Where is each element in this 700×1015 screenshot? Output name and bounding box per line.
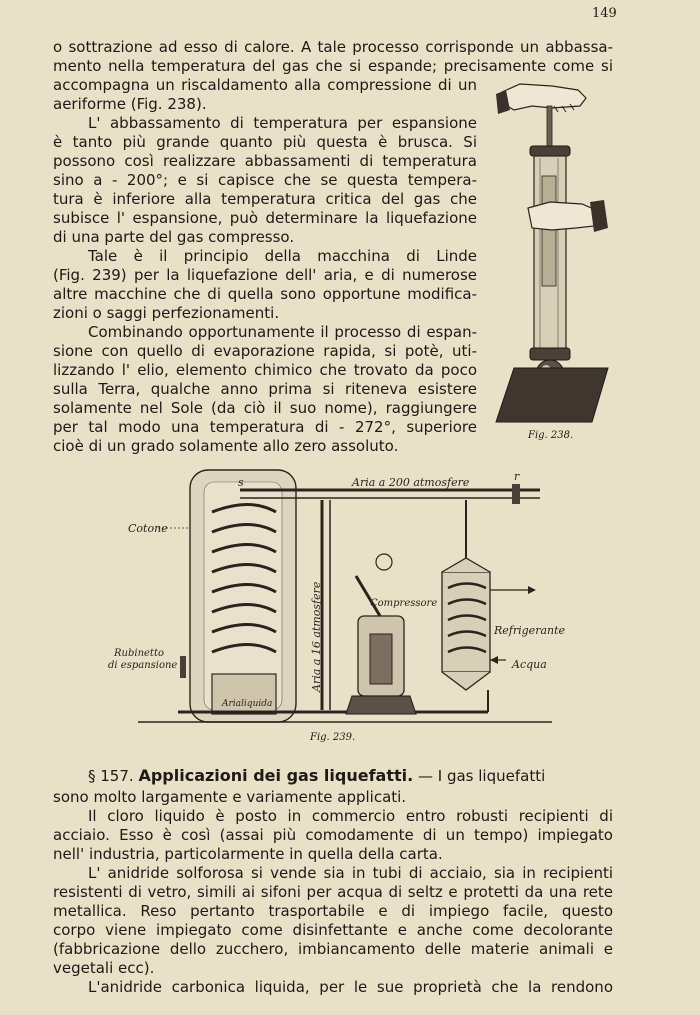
text-line: sono molto largamente e variamente applicati. — [53, 788, 407, 806]
figure-239-linde-machine — [108, 466, 568, 743]
text-line: vegetali ecc). — [53, 959, 155, 977]
label-arialiquida: Arialiquida — [222, 699, 273, 709]
label-acqua: Acqua — [512, 658, 547, 671]
text-line: possono così realizzare abbassamenti di temperatura — [53, 152, 477, 170]
label-cotone: Cotone — [128, 522, 168, 535]
text-line: Tale è il principio della macchina di Linde — [88, 247, 477, 265]
figure-239-caption: Fig. 239. — [310, 732, 356, 743]
label-aria-16: Aria a 16 atmosfere — [310, 581, 323, 692]
text-line: (Fig. 239) per la liquefazione dell' aria, e di numerose — [53, 266, 477, 284]
text-line: altre macchine che di quella sono opportune modifica- — [53, 285, 477, 303]
text-line: sione con quello di evaporazione rapida, si potè, uti- — [53, 342, 477, 360]
text-line: o sottrazione ad esso di calore. A tale processo corrisponde un abbassa- — [53, 38, 613, 56]
section-title: Applicazioni dei gas liquefatti. — [138, 766, 414, 785]
text-line: di una parte del gas compresso. — [53, 228, 295, 246]
text-line: subisce l' espansione, può determinare la liquefazione — [53, 209, 477, 227]
text-line: sulla Terra, qualche anno prima si riteneva esistere — [53, 380, 477, 398]
text-line: solamente nel Sole (da ciò il suo nome), raggiungere — [53, 399, 477, 417]
figure-238-pump — [492, 76, 612, 441]
text-line: accompagna un riscaldamento alla compressione di un — [53, 76, 477, 94]
text-line: metallica. Reso pertanto trasportabile e di impiego facile, questo — [53, 902, 613, 920]
label-s: s — [238, 476, 244, 489]
section-lead: — I gas liquefatti — [418, 767, 546, 785]
lower-hand-icon — [528, 200, 608, 232]
section-number: § 157. — [88, 767, 134, 785]
text-line: Combinando opportunamente il processo di espan- — [88, 323, 477, 341]
text-line: mento nella temperatura del gas che si espande; precisamente come si — [53, 57, 613, 75]
compressor-lever — [356, 576, 380, 616]
text-line: (fabbricazione dello zucchero, imbiancamento delle materie animali e — [53, 940, 613, 958]
text-line: acciaio. Esso è così (assai più comodamente di un tempo) impiegato — [53, 826, 613, 844]
text-line: L' abbassamento di temperatura per espansione — [88, 114, 477, 132]
cylinder-base — [530, 348, 570, 360]
cylinder-cap — [530, 146, 570, 156]
label-rubinetto: Rubinetto — [114, 648, 164, 659]
text-line: L'anidride carbonica liquida, per le sue proprietà che la rendono — [88, 978, 613, 996]
figure-238-caption: Fig. 238. — [528, 430, 574, 441]
text-line: tura è inferiore alla temperatura critica del gas che — [53, 190, 477, 208]
text-line: aeriforme (Fig. 238). — [53, 95, 207, 113]
text-line: è tanto più grande quanto più questa è brusca. Si — [53, 133, 477, 151]
text-line: sino a - 200°; e si capisce che se questa tempera- — [53, 171, 477, 189]
section-heading — [88, 766, 613, 786]
text-line: per tal modo una temperatura di - 272°, superiore — [53, 418, 477, 436]
text-line: resistenti di vetro, simili ai sifoni per acqua di seltz e protetti da una rete — [53, 883, 613, 901]
base-plate — [496, 368, 608, 422]
label-r: r — [514, 470, 520, 483]
text-line: nell' industria, particolarmente in quella della carta. — [53, 845, 443, 863]
page-number: 149 — [592, 6, 617, 21]
label-espansione: di espansione — [108, 660, 178, 671]
label-aria-200: Aria a 200 atmosfere — [352, 476, 470, 489]
text-line: zioni o saggi perfezionamenti. — [53, 304, 280, 322]
text-line: Il cloro liquido è posto in commercio entro robusti recipienti di — [88, 807, 613, 825]
text-line: corpo viene impiegato come disinfettante e anche come decolorante — [53, 921, 613, 939]
expansion-valve — [180, 656, 186, 678]
label-refrigerante: Refrigerante — [494, 624, 566, 637]
text-line: cioè di un grado solamente allo zero assoluto. — [53, 437, 399, 455]
upper-hand-icon — [496, 84, 586, 114]
text-line: lizzando l' elio, elemento chimico che trovato da poco — [53, 361, 477, 379]
label-compressore: Compressore — [370, 598, 438, 609]
text-line: L' anidride solforosa si vende sia in tubi di acciaio, sia in recipienti — [88, 864, 613, 882]
